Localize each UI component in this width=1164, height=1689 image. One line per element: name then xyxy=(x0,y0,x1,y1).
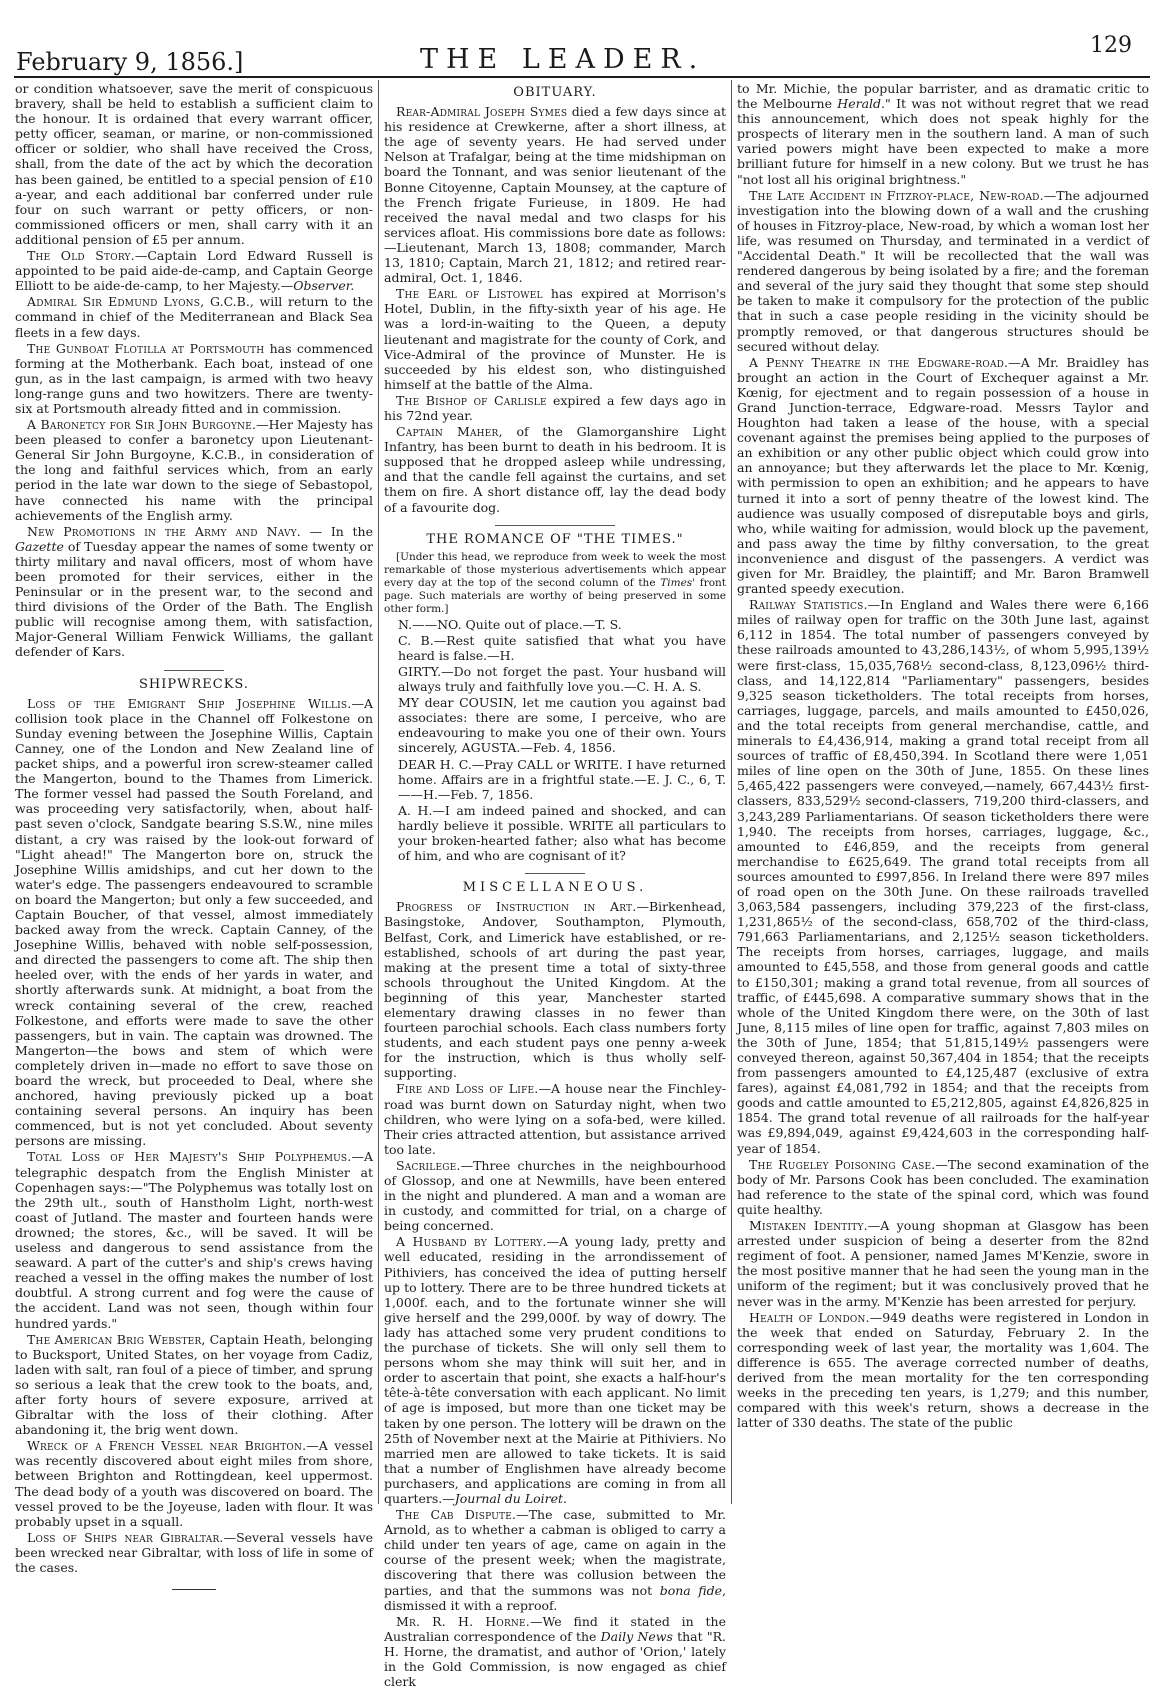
headline: Loss of Ships near Gibraltar. xyxy=(27,1529,224,1545)
advertisement: A. H.—I am indeed pained and shocked, and can hardly believe it possible. WRITE all particulars to your broken-hearted father; also what has become of him, and who are cognisant of it? xyxy=(398,802,726,864)
article-husband-lottery xyxy=(384,1234,726,1506)
article-old-story xyxy=(15,248,373,293)
column-1 xyxy=(15,81,373,1575)
body: —A Mr. Braidley has brought an action in the Court of Exchequer against a Mr. Kœnig, for ejectment and to regain possession of a house in Grand Junction-terrace, Edgware-road. Messrs Taylor and Houghton had taken a lease of the house, with a special covenant against the premises being applied to the purposes of an exhibition or any other public object which could grow into an annoyance; but they afterwards let the place to Mr. Kœnig, with permission to open an exhibition; and he appears to have turned it into a sort of penny theatre of the lowest kind. The audience was usually composed of disreputable boys and girls, who, while waiting for admission, would block up the pavement, and pass away the time by filthy conversation, to the great inconvenience and disgust of the passengers. A verdict was given for Mr. Braidley, the plaintiff; and Mr. Baron Bramwell granted speedy execution. xyxy=(737,354,1149,597)
section-heading-obituary: OBITUARY. xyxy=(513,85,597,100)
article-rugeley xyxy=(737,1157,1149,1217)
article-railway-statistics xyxy=(737,597,1149,1155)
article-mistaken-identity xyxy=(737,1218,1149,1309)
advertisement: C. B.—Rest quite satisfied that what you have heard is false.—H. xyxy=(398,632,726,663)
headline: Progress of Instruction in Art. xyxy=(396,899,637,915)
headline: The Late Accident in Fitzroy-place, New-road. xyxy=(749,187,1044,203)
body: has expired at Morrison's Hotel, Dublin, in the fifty-sixth year of his age. He was a lord-in-waiting to the Queen, a deputy lieutenant and magistrate for the county of Cork, and Vice-Admiral of the province of Munster. He is succeeded by his eldest son, who distinguished himself at the battle of the Alma. xyxy=(384,286,726,392)
headline: The Bishop of Carlisle xyxy=(396,392,547,408)
obituary-symes xyxy=(384,104,726,285)
column-rule-2 xyxy=(731,80,732,1504)
romance-note xyxy=(384,551,726,616)
advertisement: N.——NO. Quite out of place.—T. S. xyxy=(398,616,622,632)
headline: A Husband by Lottery. xyxy=(396,1234,547,1250)
column-end-rule xyxy=(172,1589,216,1590)
herald: Herald xyxy=(837,96,882,112)
headline: Health of London. xyxy=(749,1309,870,1325)
article-promotions xyxy=(15,524,373,660)
body: died a few days since at his residence at Crewkerne, after a short illness, at the age of seventy years. He had served under Nelson at Trafalgar, being at the time midshipman on board the Tonnant, and was senior lieutenant of the Bonne Citoyenne, Captain Mounsey, at the capture of the French frigate Furieuse, in 1809. He had received the naval medal and two clasps for his services afloat. His commissions bore date as follows:—Lieutenant, March 13, 1808; commander, March 13, 1810; Captain, March 21, 1812; and retired rear-admiral, Oct. 1, 1846. xyxy=(384,104,726,286)
body: —Several vessels have been wrecked near Gibraltar, with loss of life in some of the cases. xyxy=(15,1529,373,1575)
article-health-of-london xyxy=(737,1310,1149,1431)
column-3 xyxy=(737,81,1149,1506)
article-josephine-willis xyxy=(15,696,373,1149)
gazette: Gazette xyxy=(15,538,64,554)
obituary-carlisle xyxy=(384,393,726,423)
body-cont: of Tuesday appear the names of some twenty or thirty military and naval officers, most of whom have been promoted for their services, either in the Peninsular or in the present war, to the second and third divisions of the Order of the Bath. The English public will recognise among them, with satisfaction, Major-General William Fenwick Williams, the gallant defender of Kars. xyxy=(15,538,373,660)
article-fitzroy-place xyxy=(737,188,1149,354)
advertisement: MY dear COUSIN, let me caution you against bad associates: there are some, I perceive, who are endeavouring to make you one of their own. Yours sincerely, AGUSTA.—Feb. 4, 1856. xyxy=(398,695,726,756)
article-gunboat xyxy=(15,341,373,416)
headline: The Earl of Listowel xyxy=(396,286,543,302)
body: expired a few days ago in his 72nd year. xyxy=(384,392,726,423)
headline: Mr. R. H. Horne. xyxy=(396,1613,530,1629)
column-rule-1 xyxy=(378,80,379,1504)
note-text-cont: front page. Such materials are worthy of being preserved in some other form.] xyxy=(384,576,727,615)
advertisement: GIRTY.—Do not forget the past. Your husband will always truly and faithfully love you.—C. H. A. S. xyxy=(398,664,726,695)
newspaper-title: THE LEADER. xyxy=(420,44,706,75)
headline: Admiral Sir Edmund Lyons, xyxy=(27,294,205,310)
headline: Sacrilege. xyxy=(396,1157,461,1173)
headline: New Promotions in the Army and Navy. xyxy=(27,523,301,539)
cross-regulations-paragraph: or condition whatsoever, save the merit of conspicuous bravery, shall be held to establish a sufficient claim to the honour. It is ordained that every warrant officer, petty officer, seaman, or marine, or non-commissioned officer or soldier, who shall have received the Cross, shall, from the date of the act by which the decoration has been gained, be entitled to a special pension of £10 a-year, and each additional bar conferred under rule four on such warrant or petty officers, or non-commissioned officers or men, shall carry with it an additional pension of £5 per annum. xyxy=(15,81,373,247)
advertisement: DEAR H. C.—Pray CALL or WRITE. I have returned home. Affairs are in a frightful state.—E. J. C., 6, T.——H.—Feb. 7, 1856. xyxy=(398,756,726,802)
body: —949 deaths were registered in London in the week that ended on Saturday, February 2. In the corresponding week of last year, the mortality was 1,604. The difference is 655. The average corrected number of deaths, derived from the mean mortality for the ten corresponding weeks in the preceding ten years, is 1,279; and this number, compared with this week's return, shows a decrease in the latter of 330 deaths. The state of the public xyxy=(737,1309,1149,1431)
article-fire xyxy=(384,1081,726,1156)
headline: The American Brig Webster, xyxy=(27,1331,206,1347)
body: —A collision took place in the Channel off Folkestone on Sunday evening between the Josephine Willis, Captain Canney, one of the London and New Zealand line of packet ships, and a powerful iron screw-steamer called the Mangerton, bound to the Thames from Limerick. The former vessel had passed the South Foreland, and was proceeding very satisfactorily, when, about half-past seven o'clock, Sandgate bearing S.S.W., nine miles distant, a cry was raised by the look-out forward of "Light ahead!" The Mangerton bore on, struck the Josephine Willis amidships, and cut her down to the water's edge. The passengers endeavoured to scramble on board the Mangerton; but only a few succeeded, and Captain Boucher, of that vessel, almost immediately backed away from the wreck. Captain Canney, of the Josephine Willis, behaved with noble self-possession, and directed the passengers to come aft. The ship then heeled over, with the ends of her yards in water, and shortly afterwards sunk. At midnight, a boat from the wreck containing several of the crew, reached Folkestone, and efforts were made to save the other passengers, but in vain. The captain was drowned. The Mangerton—the bows and stem of which were completely driven in—made no effort to save those on board the wreck, but proceeded to Deal, where she anchored, having previously picked up a boat containing several persons. An inquiry has been commenced, but is not yet concluded. About seventy persons are missing. xyxy=(15,695,373,1149)
body: —The second examination of the body of Mr. Parsons Cook has been concluded. The examination had reference to the state of the spinal cord, which was found quite healthy. xyxy=(737,1156,1149,1217)
bona-fide: bona fide xyxy=(659,1582,723,1598)
body-cont: , dismissed it with a reproof. xyxy=(384,1582,726,1613)
article-sacrilege xyxy=(384,1158,726,1233)
source: Journal du Loiret. xyxy=(454,1490,568,1506)
body: of the Glamorganshire Light Infantry, has been burnt to death in his bedroom. It is supposed that he dropped asleep while undressing, and that the candle fell against the curtains, and set them on fire. A short distance off, lay the dead body of a favourite dog. xyxy=(384,424,726,515)
body: —Captain Lord Edward Russell is appointed to be paid aide-de-camp, and Captain George Elliott to be aide-de-camp, to her Majesty.— xyxy=(15,248,373,294)
body: to Mr. Michie, the popular barrister, and as dramatic critic to the Melbourne xyxy=(737,81,1149,112)
section-heading-miscellaneous: MISCELLANEOUS. xyxy=(462,880,648,896)
header-rule xyxy=(14,76,1150,78)
headline: Captain Maher, xyxy=(396,424,503,440)
headline: The Gunboat Flotilla at Portsmouth xyxy=(27,340,265,356)
body: —We find it stated in the Australian correspondence of the xyxy=(384,1613,726,1644)
headline: Railway Statistics. xyxy=(749,597,868,613)
page-number: 129 xyxy=(1090,33,1132,58)
article-horne xyxy=(384,1614,726,1689)
article-baronetcy xyxy=(15,417,373,523)
article-cab-dispute xyxy=(384,1507,726,1613)
article-horne-continued xyxy=(737,81,1149,187)
headline: Fire and Loss of Life. xyxy=(396,1081,539,1097)
obituary-maher xyxy=(384,424,726,515)
article-instruction-in-art xyxy=(384,899,726,1080)
article-polyphemus xyxy=(15,1149,373,1330)
article-webster xyxy=(15,1332,373,1438)
body: —The case, submitted to Mr. Arnold, as to whether a cabman is obliged to carry a child under ten years of age, came on again in the course of the present week; when the magistrate, discovering that there was collusion between the parties, and that the summons was not xyxy=(384,1507,726,1598)
article-penny-theatre xyxy=(737,355,1149,597)
issue-date: February 9, 1856.] xyxy=(16,48,244,76)
body: —A vessel was recently discovered about eight miles from shore, between Brighton and Rottingdean, keel uppermost. The dead body of a youth was discovered on board. The vessel proved to be the Joyeuse, laden with flour. It was probably upset in a squall. xyxy=(15,1438,373,1529)
headline: A Penny Theatre in the Edgware-road. xyxy=(749,354,1009,370)
body: G.C.B., will return to the command in chief of the Mediterranean and Black Sea fleets in a few days. xyxy=(15,294,373,340)
headline: Wreck of a French Vessel near Brighton. xyxy=(27,1438,307,1454)
note-text: [Under this head, we reproduce from week to week the most remarkable of those mysterious advertisements which appear every day at the top of the second column of the xyxy=(384,550,726,589)
note-times: Times' xyxy=(660,576,696,589)
headline: Mistaken Identity. xyxy=(749,1218,868,1234)
headline: Rear-Admiral Joseph Symes xyxy=(396,104,568,120)
article-lyons xyxy=(15,294,373,339)
body: —Three churches in the neighbourhood of Glossop, and one at Newmills, have been entered in the night and plundered. A man and a woman are in custody, and committed for trial, on a charge of being concerned. xyxy=(384,1157,726,1234)
body: has commenced forming at the Motherbank. Each boat, instead of one gun, as in the last campaign, is armed with two heavy long-range guns and two howitzers. There are twenty-six at Portsmouth already fitted and in commission. xyxy=(15,340,373,416)
body: —A young lady, pretty and well educated, residing in the arrondissement of Pithiviers, has conceived the idea of putting herself up to lottery. There are to be three hundred tickets at 1,000f. each, and to the fortunate winner she will give herself and the 299,000f. by way of dowry. The lady has attached some very prudent conditions to the purchase of tickets. She will only sell them to persons whom she may think will suit her, and in order to ascertain that point, she exacts a half-hour's tête-à-tête conversation with each applicant. No limit of age is imposed, but more than one ticket may be taken by one person. The lottery will be drawn on the 25th of November next at the Mairie at Pithiviers. No married men are allowed to take tickets. It is said that a number of Englishmen have already become purchasers, and applications are coming in from all quarters.— xyxy=(384,1234,726,1506)
source: Observer. xyxy=(293,278,355,294)
body-cont: that "R. H. Horne, the dramatist, and author of 'Orion,' lately in the Gold Commission, is now engaged as chief clerk xyxy=(384,1628,726,1689)
headline: Total Loss of Her Majesty's Ship Polyphemus. xyxy=(27,1149,352,1165)
column-2 xyxy=(384,81,727,1689)
masthead xyxy=(0,0,1164,80)
section-heading-romance: THE ROMANCE OF "THE TIMES." xyxy=(426,531,684,547)
section-divider xyxy=(495,525,615,526)
headline: The Rugeley Poisoning Case. xyxy=(749,1156,936,1172)
body: —A young shopman at Glasgow has been arrested under suspicion of being a deserter from the 82nd regiment of foot. A pensioner, named James M'Kenzie, swore in the most positive manner that he had seen the young man in the uniform of the regiment; but it was conclusively proved that he never was in the army. M'Kenzie has been arrested for perjury. xyxy=(737,1218,1149,1309)
daily-news: Daily News xyxy=(600,1628,673,1644)
headline: The Cab Dispute. xyxy=(396,1507,517,1523)
body: —A house near the Finchley-road was burnt down on Saturday night, when two children, who were lying on a sofa-bed, were killed. Their cries attracted attention, but assistance arrived too late. xyxy=(384,1081,726,1157)
body: Captain Heath, belonging to Bucksport, United States, on her voyage from Cadiz, laden with salt, ran foul of a piece of timber, and sprung so serious a leak that the crew took to the boats, and, after forty hours of severe exposure, arrived at Gibraltar with the loss of their clothing. After abandoning it, the brig went down. xyxy=(15,1331,373,1438)
headline: A Baronetcy for Sir John Burgoyne. xyxy=(27,417,257,433)
section-divider xyxy=(525,873,585,874)
body: — In the xyxy=(300,523,373,539)
body: —Her Majesty has been pleased to confer a baronetcy upon Lieutenant-General Sir John Burgoyne, K.C.B., in consideration of the long and faithful services which, from an early period in the late war down to the siege of Sebastopol, have connected his name with the principal achievements of the English army. xyxy=(15,417,373,523)
obituary-listowel xyxy=(384,286,726,392)
article-gibraltar xyxy=(15,1530,373,1575)
article-french-vessel xyxy=(15,1438,373,1529)
body-cont: ." It was not without regret that we read this announcement, which does not speak highly for the prospects of literary men in the southern land. A man of such varied powers might have been expected to make a more brilliant future for himself in a new colony. But we trust he has "not lost all his original brightness." xyxy=(737,96,1149,187)
headline: The Old Story. xyxy=(27,248,135,264)
body: —Birkenhead, Basingstoke, Andover, Southampton, Plymouth, Belfast, Cork, and Limerick have established, or re-established, schools of art during the past year, making at the present time a total of sixty-three schools throughout the United Kingdom. At the beginning of this year, Manchester started elementary drawing classes in no fewer than fourteen parochial schools. Each class numbers forty students, and each student pays one penny a-week for the instruction, which is thus wholly self-supporting. xyxy=(384,899,726,1081)
body: —In England and Wales there were 6,166 miles of railway open for traffic on the 30th June last, against 6,112 in 1854. The total number of passengers conveyed by these railroads amounted to 43,286,143½, of whom 5,995,139½ were first-class, 15,035,768½ second-class, 8,123,096½ third-class, and 14,122,814 "Parliamentary" passengers, besides 9,325 season ticketholders. The total receipts from horses, carriages, luggage, parcels, and mails amounted to £450,026, and the total receipts from general merchandise, cattle, and minerals to £4,436,914, making a grand total receipt from all sources of traffic of £8,450,394. In Scotland there were 1,051 miles of line open on the 30th of June, 1855. On these lines 5,465,422 passengers were conveyed,—namely, 667,443½ first-classers, 833,529½ second-classers, 719,200 third-classers, and 3,243,289 Parliamentarians. Of season ticketholders there were 1,940. The receipts from horses, carriages, luggage, &c., amounted to £46,859, and the receipts from general merchandise to £625,649. The grand total receipts from all sources amounted to £997,856. In Ireland there were 897 miles of road open on the 30th June. On these railroads travelled 3,063,584 passengers, including 379,223 of the first-class, 1,231,865½ of the second-class, 658,702 of the third-class, 791,663 Parliamentarians, and 2,125½ season ticketholders. The receipts from horses, carriages, luggage, and mails amounted to £45,558, and those from general goods and cattle to £150,301; making a grand total revenue, from all sources of traffic, of £445,698. A comparative summary shows that in the whole of the United Kingdom there were, on the 30th of last June, 8,115 miles of line open for traffic, against 7,803 miles on the 30th of June, 1854; that 51,815,149½ passengers were conveyed thereon, against 50,367,404 in 1854; that the receipts from passengers amounted to £4,125,487 (exclusive of extra fares), against £4,081,792 in 1854; and that the receipts from goods and cattle amounted to £5,212,805, against £4,826,825 in 1854. The grand total revenue of all railroads for the half-year was £9,894,049, against £9,424,603 in the corresponding half-year of 1854. xyxy=(737,597,1149,1156)
section-heading-shipwrecks: SHIPWRECKS. xyxy=(139,676,249,692)
headline: Loss of the Emigrant Ship Josephine Willis. xyxy=(27,695,352,711)
body: —A telegraphic despatch from the English Minister at Copenhagen says:—"The Polyphemus was totally lost on the 29th ult., south of Hanstholm Light, north-west coast of Jutland. The master and fourteen hands were drowned; the stores, &c., will be saved. It will be useless and dangerous to send assistance from the seaward. A part of the cutter's and ship's crews having reached a vessel in the offing makes the number of lost doubtful. A strong current and fog were the cause of the accident. Land was not seen, though within four hundred yards." xyxy=(15,1149,373,1331)
section-divider xyxy=(164,670,224,671)
body: —The adjourned investigation into the blowing down of a wall and the crushing of houses in Fitzroy-place, New-road, by which a woman lost her life, was resumed on Thursday, and terminated in a verdict of "Accidental Death." It will be recollected that the wall was rendered dangerous by being isolated by a fire; and the foreman and several of the jury said they thought that some step should be taken to make it compulsory for the protection of the public that in such a case people residing in the vicinity should be promptly removed, or that dangerous structures should be secured without delay. xyxy=(737,187,1149,354)
